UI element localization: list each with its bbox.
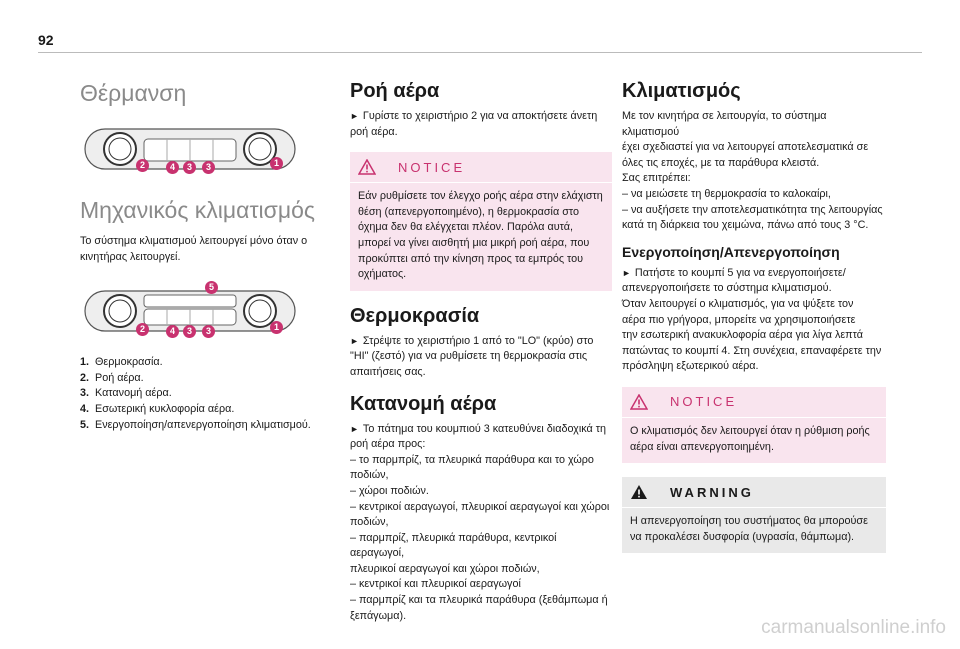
- text-line: Ο κλιματισμός δεν λειτουργεί όταν η ρύθμιση ροής: [630, 424, 870, 437]
- text-line: όχημα δεν θα ελέγχεται πλέον. Παρόλα αυτά,: [358, 221, 573, 234]
- text-line: την εσωτερική ανακυκλοφορία αέρα για λίγα λεπτά: [622, 329, 863, 342]
- heating-panel-illustration: [80, 117, 342, 183]
- text-line: πατώντας το κουμπί 4. Στη συνέχεια, επαναφέρετε την: [622, 344, 882, 357]
- text-line: – να μειώσετε τη θερμοκρασία το καλοκαίρι,: [622, 187, 831, 200]
- legend-item: 1. Θερμοκρασία.: [80, 356, 163, 369]
- arrow-right-icon: ►: [350, 423, 359, 434]
- text-line: απενεργοποιήσετε το σύστημα κλιματισμού.: [622, 282, 832, 295]
- legend-item: 2. Ροή αέρα.: [80, 371, 144, 384]
- text-line: ► Στρέψτε το χειριστήριο 1 από το "LO" (κρύο) στο: [350, 334, 594, 347]
- callout-badge: 1: [270, 321, 283, 334]
- manual-ac-title: Μηχανικός κλιματισμός: [80, 197, 315, 223]
- text-line: – παρμπρίζ και τα πλευρικά παράθυρα (ξεθάμπωμα ή: [350, 594, 608, 607]
- notice-title: NOTICE: [398, 159, 466, 175]
- watermark: carmanualsonline.info: [761, 617, 946, 638]
- callout-badge: 5: [205, 281, 218, 294]
- page-number: 92: [38, 32, 54, 48]
- text-line: προκύπτει από την κίνηση προς τα εμπρός του: [358, 252, 584, 265]
- notice-box-airflow: [350, 152, 612, 291]
- manual-ac-text: Το σύστημα κλιματισμού λειτουργεί μόνο όταν ο κινητήρας λειτουργεί.: [80, 235, 308, 263]
- legend-item: 4. Εσωτερική κυκλοφορία αέρα.: [80, 402, 235, 415]
- arrow-right-icon: ►: [350, 335, 359, 346]
- distribution-title: Κατανομή αέρα: [350, 392, 497, 415]
- text-line: πλευρικοί αεραγωγοί και χώροι ποδιών,: [350, 562, 540, 575]
- legend-list: [80, 355, 342, 433]
- arrow-right-icon: ►: [622, 267, 631, 278]
- column-heating: [80, 80, 342, 433]
- text-line: απαιτήσεις σας.: [350, 365, 426, 378]
- callout-badge: 3: [183, 325, 196, 338]
- column-ac: [622, 80, 886, 553]
- text-line: αέρα πιο γρήγορα, μπορείτε να χρησιμοποιήσετε: [622, 313, 856, 326]
- airflow-title: Ροή αέρα: [350, 80, 440, 102]
- text-line: θέση (απενεργοποιημένο), η θερμοκρασία στο: [358, 205, 579, 218]
- header-rule: [38, 52, 922, 53]
- callout-badge: 2: [136, 323, 149, 336]
- ac-title: Κλιματισμός: [622, 80, 741, 102]
- temperature-title: Θερμοκρασία: [350, 304, 480, 327]
- text-line: – παρμπρίζ, πλευρικά παράθυρα, κεντρικοί αεραγωγοί,: [350, 531, 557, 560]
- text-line: Όταν λειτουργεί ο κλιματισμός, για να ψύξετε τον: [622, 297, 854, 310]
- legend-item: 3. Κατανομή αέρα.: [80, 387, 172, 400]
- onoff-title: Ενεργοποίηση/Απενεργοποίηση: [622, 243, 840, 260]
- callout-badge: 3: [202, 161, 215, 174]
- warning-box: [622, 477, 886, 553]
- warning-title: WARNING: [670, 484, 754, 500]
- text-line: Με τον κινητήρα σε λειτουργία, το σύστημα κλιματισμού: [622, 110, 827, 138]
- airflow-line-2: ροή αέρα.: [350, 125, 398, 138]
- text-line: Η απενεργοποίηση του συστήματος θα μπορούσε: [630, 515, 868, 528]
- text-line: κατά τη διάρκεια του χειμώνα, πάνω από τους 3 °C.: [622, 219, 869, 232]
- callout-badge: 4: [166, 325, 179, 338]
- text-line: ► Πατήστε το κουμπί 5 για να ενεργοποιήσετε/: [622, 266, 846, 279]
- text-line: Σας επιτρέπει:: [622, 172, 691, 185]
- text-line: οχήματος.: [358, 268, 407, 281]
- heating-title: Θέρμανση: [80, 80, 187, 106]
- text-line: ξεπάγωμα).: [350, 609, 407, 622]
- text-line: πρόσληψη εξωτερικού αέρα.: [622, 360, 759, 373]
- airflow-line-1: ► Γυρίστε το χειριστήριο 2 για να αποκτήσετε άνετη: [350, 110, 598, 122]
- text-line: ποδιών,: [350, 469, 389, 482]
- text-line: – κεντρικοί και πλευρικοί αεραγωγοί: [350, 578, 521, 591]
- text-line: – το παρμπρίζ, τα πλευρικά παράθυρα και το χώρο: [350, 453, 594, 466]
- callout-badge: 1: [270, 157, 283, 170]
- text-line: αέρα είναι απενεργοποιημένη.: [630, 440, 774, 453]
- text-line: – να αυξήσετε την αποτελεσματικότητα της λειτουργίας: [622, 203, 883, 216]
- warning-triangle-icon: [630, 484, 648, 500]
- callout-badge: 2: [136, 159, 149, 172]
- text-line: "HI" (ζεστό) για να ρυθμίσετε τη θερμοκρασία στις: [350, 350, 588, 363]
- text-line: μπορεί να γίνει αισθητή μια μικρή ροή αέρα, που: [358, 236, 590, 249]
- warning-triangle-icon: [358, 159, 376, 175]
- text-line: – κεντρικοί αεραγωγοί, πλευρικοί αεραγωγοί και χώροι: [350, 500, 610, 513]
- text-line: να προκαλέσει δυσφορία (υγρασία, θάμπωμα).: [630, 530, 855, 543]
- ac-panel-illustration: [80, 279, 342, 345]
- warning-triangle-icon: [630, 394, 648, 410]
- notice-box-ac: [622, 387, 886, 463]
- notice-title: NOTICE: [670, 394, 738, 410]
- column-airflow: [350, 80, 612, 624]
- callout-badge: 3: [183, 161, 196, 174]
- text-line: Εάν ρυθμίσετε τον έλεγχο ροής αέρα στην ελάχιστη: [358, 190, 603, 203]
- text-line: όλες τις εποχές, με τα παράθυρα κλειστά.: [622, 156, 820, 169]
- callout-badge: 4: [166, 161, 179, 174]
- text-line: – χώροι ποδιών.: [350, 484, 429, 497]
- text-line: ► Το πάτημα του κουμπιού 3 κατευθύνει διαδοχικά τη: [350, 422, 607, 435]
- callout-badge: 3: [202, 325, 215, 338]
- text-line: ροή αέρα προς:: [350, 438, 426, 451]
- arrow-right-icon: ►: [350, 111, 359, 121]
- text-line: έχει σχεδιαστεί για να λειτουργεί αποτελεσματικά σε: [622, 141, 869, 154]
- legend-item: 5. Ενεργοποίηση/απενεργοποίηση κλιματισμού.: [80, 418, 311, 431]
- text-line: ποδιών,: [350, 516, 389, 529]
